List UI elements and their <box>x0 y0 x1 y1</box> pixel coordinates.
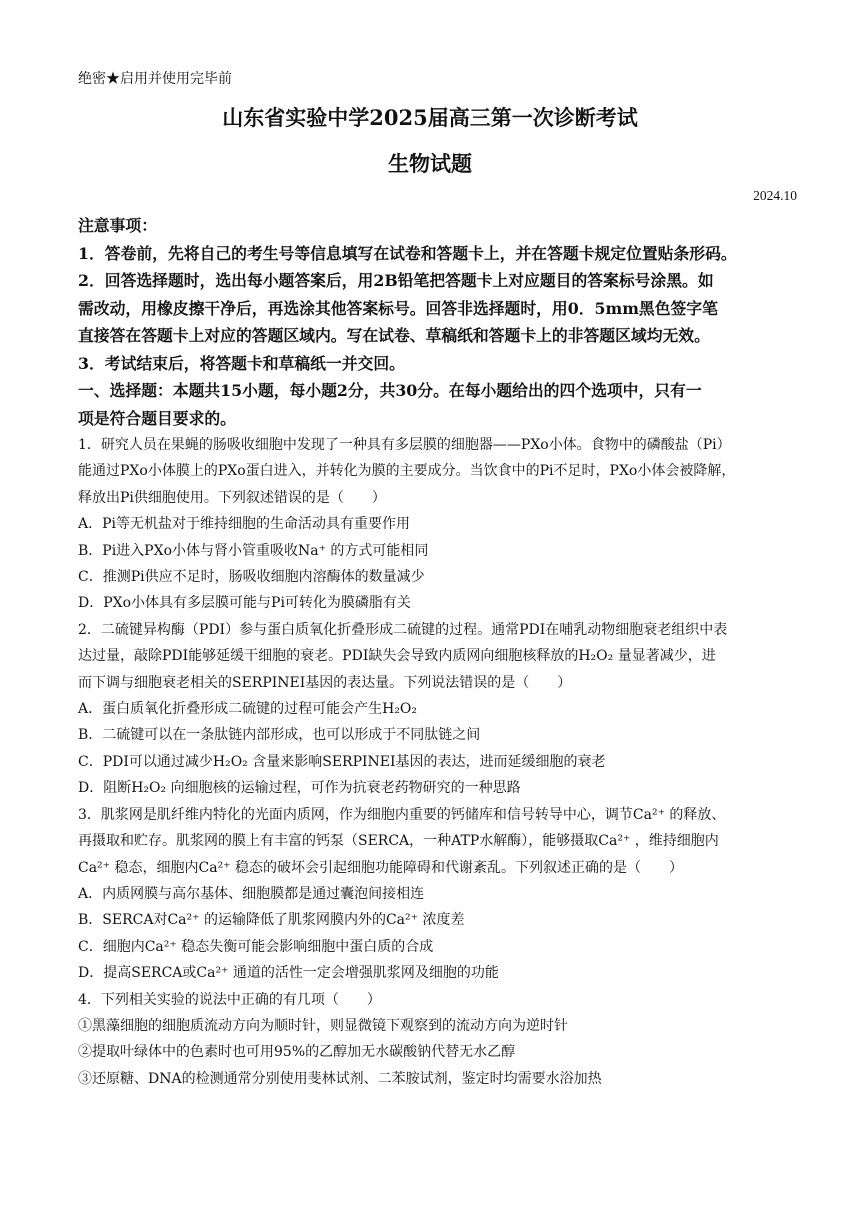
exam-subtitle: 生物试题 <box>388 151 472 176</box>
question-stem: 而下调与细胞衰老相关的SERPINEI基因的表达量。下列说法错误的是（ ） <box>78 674 572 691</box>
notice-item: 需改动，用橡皮擦干净后，再选涂其他答案标号。回答非选择题时，用0．5mm黑色签字笔 <box>78 298 718 318</box>
option-d: D．PXo小体具有多层膜可能与Pi可转化为膜磷脂有关 <box>78 595 411 612</box>
exam-content <box>78 212 783 1092</box>
question-stem: 达过量，敲除PDI能够延缓干细胞的衰老。PDI缺失会导致内质网向细胞核释放的H₂O₂ 量显著减少，进 <box>78 648 716 665</box>
question-stem: 4．下列相关实验的说法中正确的有几项（ ） <box>78 991 381 1008</box>
exam-date: 2024.10 <box>753 188 797 203</box>
question-stem: 能通过PXo小体膜上的PXo蛋白进入，并转化为膜的主要成分。当饮食中的Pi不足时，PXo小体会被降解， <box>78 463 736 480</box>
notice-item: 1．答卷前，先将自己的考生号等信息填写在试卷和答题卡上，并在答题卡规定位置贴条形码。 <box>78 243 737 263</box>
option-d: D．阻断H₂O₂ 向细胞核的运输过程，可作为抗衰老药物研究的一种思路 <box>78 780 521 797</box>
statement-3: ③还原糖、DNA的检测通常分别使用斐林试剂、二苯胺试剂，鉴定时均需要水浴加热 <box>78 1070 602 1087</box>
confidential-mark: 绝密★启用并使用完毕前 <box>78 71 232 87</box>
question-stem: 释放出Pi供细胞使用。下列叙述错误的是（ ） <box>78 489 386 506</box>
notice-item: 3．考试结束后，将答题卡和草稿纸一并交回。 <box>78 353 405 373</box>
question-stem: 再摄取和贮存。肌浆网的膜上有丰富的钙泵（SERCA，一种ATP水解酶），能够摄取Ca²⁺ ，维持细胞内 <box>78 833 719 850</box>
option-d: D．提高SERCA或Ca²⁺ 通道的活性一定会增强肌浆网及细胞的功能 <box>78 965 499 982</box>
exam-title: 山东省实验中学2025届高三第一次诊断考试 <box>222 105 638 130</box>
notice-item: 2．回答选择题时，选出每小题答案后，用2B铅笔把答题卡上对应题目的答案标号涂黑。如 <box>78 271 714 290</box>
statement-1: ①黑藻细胞的细胞质流动方向为顺时针，则显微镜下观察到的流动方向为逆时针 <box>78 1017 568 1034</box>
statement-2: ②提取叶绿体中的色素时也可用95%的乙醇加无水碳酸钠代替无水乙醇 <box>78 1044 516 1061</box>
question-4 <box>78 987 783 1093</box>
question-2 <box>78 617 783 802</box>
option-b: B．二硫键可以在一条肽链内部形成，也可以形成于不同肽链之间 <box>78 727 481 744</box>
question-stem: 2．二硫键异构酶（PDI）参与蛋白质氧化折叠形成二硫键的过程。通常PDI在哺乳动物细胞衰老组织中表 <box>78 621 728 638</box>
option-b: B．SERCA对Ca²⁺ 的运输降低了肌浆网膜内外的Ca²⁺ 浓度差 <box>78 912 465 929</box>
question-1 <box>78 432 783 617</box>
option-b: B．Pi进入PXo小体与肾小管重吸收Na⁺ 的方式可能相同 <box>78 542 429 559</box>
question-stem: 3．肌浆网是肌纤维内特化的光面内质网，作为细胞内重要的钙储库和信号转导中心，调节Ca²⁺ 的释放、 <box>78 806 726 823</box>
question-stem: 1．研究人员在果蝇的肠吸收细胞中发现了一种具有多层膜的细胞器——PXo小体。食物中的磷酸盐（Pi） <box>78 437 731 453</box>
option-c: C．PDI可以通过减少H₂O₂ 含量来影响SERPINEI基因的表达，进而延缓细胞的衰老 <box>78 753 606 770</box>
section-heading-cont: 项是符合题目要求的。 <box>78 408 236 428</box>
option-c: C．细胞内Ca²⁺ 稳态失衡可能会影响细胞中蛋白质的合成 <box>78 938 434 955</box>
section-heading: 一、选择题：本题共15小题，每小题2分，共30分。在每小题给出的四个选项中，只有一 <box>78 381 702 400</box>
notice-heading: 注意事项： <box>78 216 157 235</box>
option-a: A．Pi等无机盐对于维持细胞的生命活动具有重要作用 <box>78 516 411 533</box>
option-a: A．内质网膜与高尔基体、细胞膜都是通过囊泡间接相连 <box>78 885 425 902</box>
option-a: A．蛋白质氧化折叠形成二硫键的过程可能会产生H₂O₂ <box>78 701 418 718</box>
notice-item: 直接答在答题卡上对应的答题区域内。写在试卷、草稿纸和答题卡上的非答题区域均无效。 <box>78 326 710 345</box>
question-stem: Ca²⁺ 稳态，细胞内Ca²⁺ 稳态的破坏会引起细胞功能障碍和代谢紊乱。下列叙述正确的是（ ） <box>78 859 684 876</box>
option-c: C．推测Pi供应不足时，肠吸收细胞内溶酶体的数量减少 <box>78 569 425 586</box>
question-3 <box>78 802 783 987</box>
